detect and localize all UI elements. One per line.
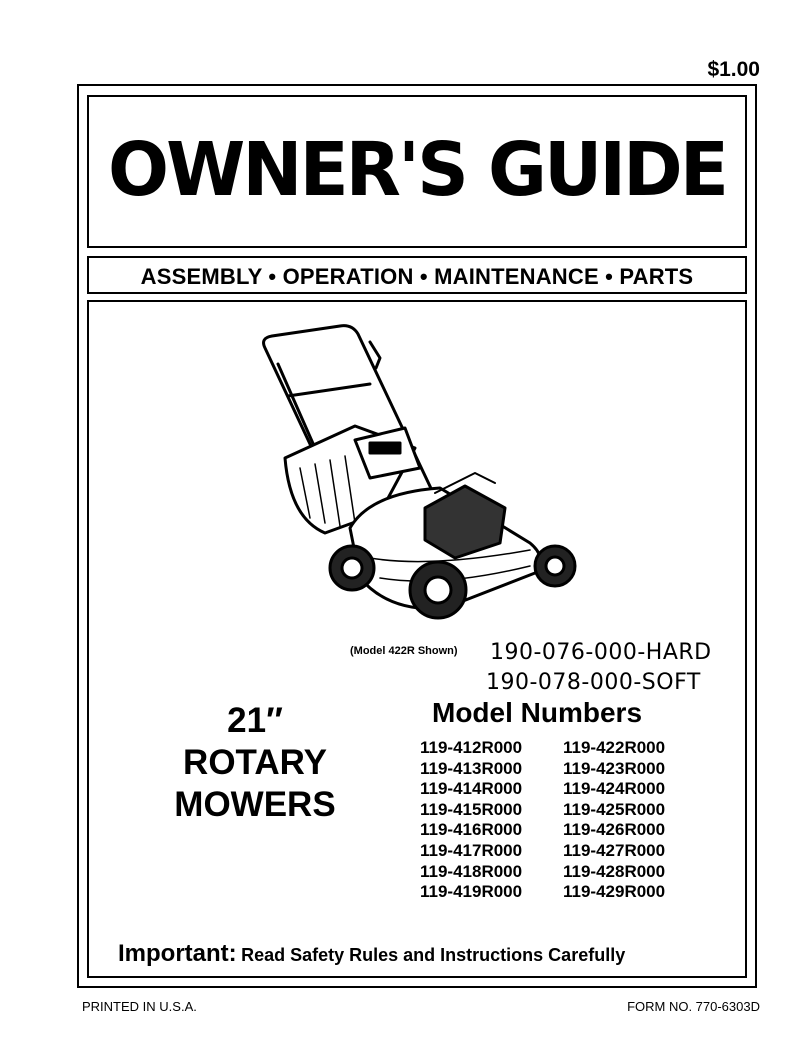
important-lead: Important:	[118, 940, 237, 967]
model-number: 119-414R000	[420, 779, 523, 799]
model-list-left	[420, 738, 522, 903]
model-number: 119-419R000	[420, 882, 523, 902]
model-number: 119-425R000	[563, 799, 666, 819]
product-line-2: MOWERS	[174, 785, 336, 824]
model-list-right	[563, 738, 665, 903]
title-box	[87, 95, 747, 248]
important-text: Read Safety Rules and Instructions Carefully	[241, 945, 626, 965]
important-notice	[118, 940, 625, 968]
model-number: 119-412R000	[420, 738, 523, 757]
model-number: 119-422R000	[563, 738, 666, 757]
product-line-1: ROTARY	[183, 743, 327, 782]
product-name	[130, 700, 380, 826]
mower-size: 21″	[227, 701, 283, 740]
handwritten-note-1: 190-076-000-HARD	[490, 640, 712, 665]
model-number: 119-423R000	[563, 758, 666, 778]
model-number: 119-428R000	[563, 861, 666, 881]
subtitle-box	[87, 256, 747, 294]
handwritten-note-2: 190-078-000-SOFT	[486, 670, 701, 695]
model-number: 119-416R000	[420, 820, 523, 840]
model-number: 119-413R000	[420, 758, 523, 778]
document-subtitle: ASSEMBLY • OPERATION • MAINTENANCE • PARTS	[140, 264, 694, 289]
model-number: 119-426R000	[563, 820, 666, 840]
model-numbers-title: Model Numbers	[432, 697, 643, 728]
model-number: 119-415R000	[420, 799, 523, 819]
image-caption: (Model 422R Shown)	[350, 645, 458, 657]
model-number: 119-427R000	[563, 840, 666, 860]
form-number-label: FORM NO. 770-6303D	[627, 999, 760, 1014]
printed-in-label: PRINTED IN U.S.A.	[82, 999, 197, 1014]
lawn-mower-illustration-icon	[230, 318, 590, 628]
model-number: 119-418R000	[420, 861, 523, 881]
model-number: 119-429R000	[563, 882, 666, 902]
model-number: 119-417R000	[420, 840, 523, 860]
model-number: 119-424R000	[563, 779, 666, 799]
document-title: OWNER'S GUIDE	[108, 127, 726, 213]
price-label: $1.00	[707, 58, 760, 81]
